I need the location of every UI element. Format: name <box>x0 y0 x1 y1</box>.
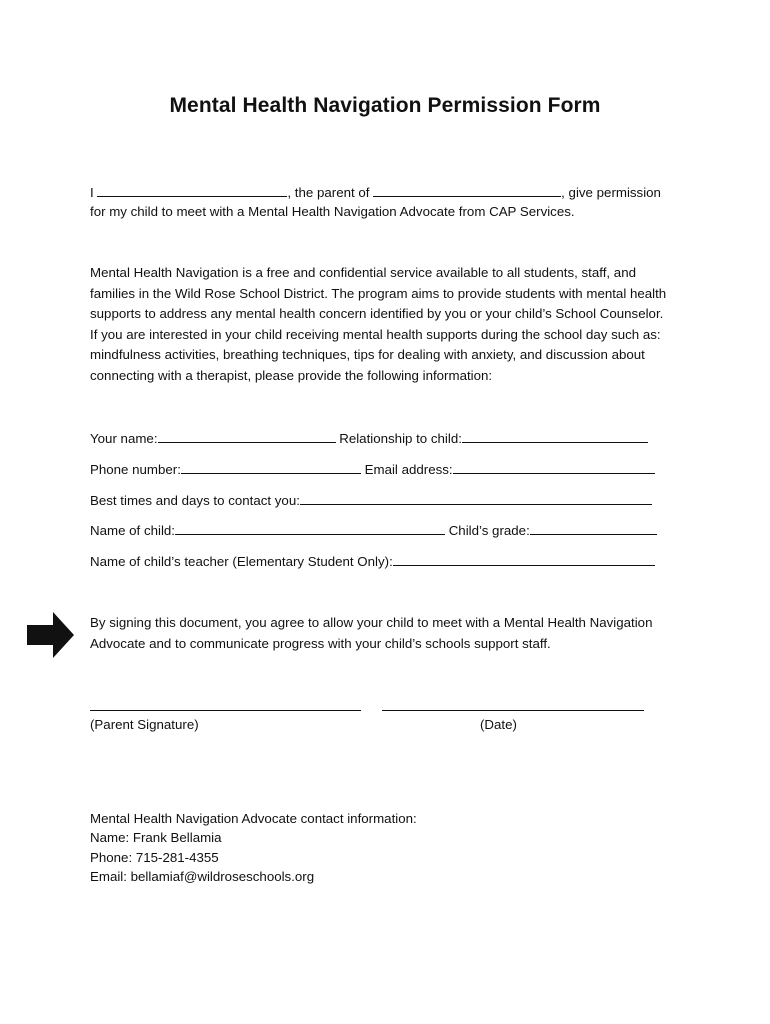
best-times-input[interactable] <box>300 491 652 505</box>
contact-phone: Phone: 715-281-4355 <box>90 849 219 865</box>
consent-text-give-permission: , give permission <box>561 185 661 200</box>
agreement-paragraph: By signing this document, you agree to allow your child to meet with a Mental Health Navigation Advocate and to communicate progress with your child’s schools support staff. <box>90 615 653 651</box>
teacher-input[interactable] <box>393 552 655 566</box>
right-arrow-icon <box>27 612 75 658</box>
field-row-name <box>90 429 648 447</box>
contact-email: Email: bellamiaf@wildroseschools.org <box>90 868 315 884</box>
child-name-input[interactable] <box>175 521 445 535</box>
field-row-child <box>90 521 657 539</box>
phone-label: Phone number: <box>90 462 181 477</box>
consent-line-2: for my child to meet with a Mental Health Navigation Advocate from CAP Services. <box>90 204 575 219</box>
parent-signature-line[interactable] <box>90 710 361 711</box>
email-label: Email address: <box>364 462 453 477</box>
child-name-label: Name of child: <box>90 523 175 538</box>
field-row-contact <box>90 460 655 478</box>
child-grade-label: Child’s grade: <box>448 523 530 538</box>
consent-text-i: I <box>90 185 94 200</box>
teacher-label: Name of child’s teacher (Elementary Student Only): <box>90 554 393 569</box>
relationship-label: Relationship to child: <box>339 431 462 446</box>
best-times-label: Best times and days to contact you: <box>90 493 300 508</box>
contact-info <box>90 809 417 886</box>
relationship-input[interactable] <box>462 429 648 443</box>
your-name-input[interactable] <box>158 429 336 443</box>
date-line[interactable] <box>382 710 644 711</box>
field-row-best-times <box>90 491 652 509</box>
consent-text-parent-of: , the parent of <box>287 185 370 200</box>
parent-signature-label: (Parent Signature) <box>90 717 199 732</box>
contact-name: Name: Frank Bellamia <box>90 830 222 846</box>
contact-heading: Mental Health Navigation Advocate contact information: <box>90 811 417 826</box>
phone-input[interactable] <box>181 460 361 474</box>
field-row-teacher <box>90 552 655 570</box>
parent-name-blank[interactable] <box>97 183 287 197</box>
child-grade-input[interactable] <box>530 521 657 535</box>
form-title: Mental Health Navigation Permission Form <box>169 94 601 117</box>
date-label: (Date) <box>480 717 517 732</box>
consent-line-1 <box>90 183 661 201</box>
your-name-label: Your name: <box>90 431 158 446</box>
intro-paragraph: Mental Health Navigation is a free and confidential service available to all students, staff, and families in the Wild Rose School District. The program aims to provide students with mental health supports to address any mental health concern identified by you or your child’s School Counselor. If you are interested in your child receiving mental health supports during the school day such as: mindfulness activities, breathing techniques, tips for dealing with anxiety, and discussion about connecting with a therapist, please provide the following information: <box>90 265 667 383</box>
email-input[interactable] <box>453 460 655 474</box>
child-name-blank[interactable] <box>373 183 561 197</box>
